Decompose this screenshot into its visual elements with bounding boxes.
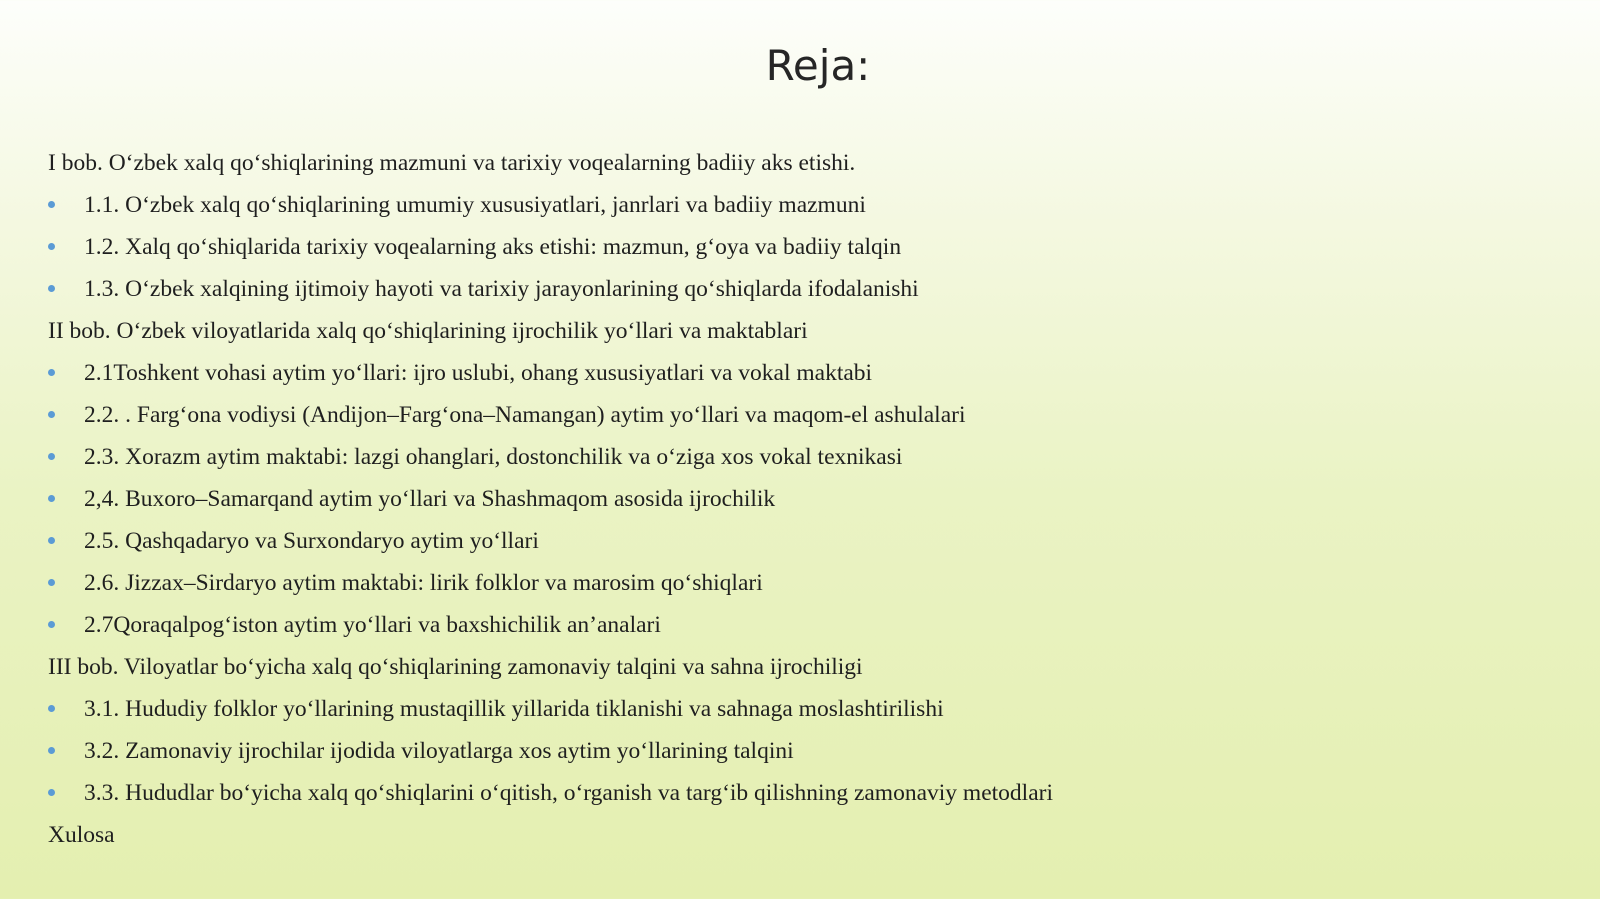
line-text: 2.5. Qashqadaryo va Surxondaryo aytim yo‘llari xyxy=(84,528,539,554)
line-text: I bob. O‘zbek xalq qo‘shiqlarining mazmuni va tarixiy voqealarning badiiy aks etishi. xyxy=(48,150,856,176)
conclusion-heading xyxy=(48,814,1548,856)
chapter-heading xyxy=(48,646,1548,688)
line-text: 2.2. . Farg‘ona vodiysi (Andijon–Farg‘ona–Namangan) aytim yo‘llari va maqom-el ashulalari xyxy=(84,402,966,428)
bullet-icon xyxy=(48,621,55,628)
bullet-icon xyxy=(48,579,55,586)
list-item xyxy=(48,520,1548,562)
line-text: 2.6. Jizzax–Sirdaryo aytim maktabi: lirik folklor va marosim qo‘shiqlari xyxy=(84,570,763,596)
line-text: 1.3. O‘zbek xalqining ijtimoiy hayoti va tarixiy jarayonlarining qo‘shiqlarda ifodalanishi xyxy=(84,276,919,302)
bullet-icon xyxy=(48,201,55,208)
line-text: 2.3. Xorazm aytim maktabi: lazgi ohanglari, dostonchilik va o‘ziga xos vokal texnikasi xyxy=(84,444,903,470)
bullet-icon xyxy=(48,789,55,796)
line-text: II bob. O‘zbek viloyatlarida xalq qo‘shiqlarining ijrochilik yo‘llari va maktablari xyxy=(48,318,808,344)
list-item xyxy=(48,184,1548,226)
chapter-heading xyxy=(48,310,1548,352)
line-text: 2,4. Buxoro–Samarqand aytim yo‘llari va Shashmaqom asosida ijrochilik xyxy=(84,486,776,512)
line-text: 3.3. Hududlar bo‘yicha xalq qo‘shiqlarini o‘qitish, o‘rganish va targ‘ib qilishning zamonaviy metodlari xyxy=(84,780,1053,806)
chapter-heading xyxy=(48,142,1548,184)
bullet-icon xyxy=(48,537,55,544)
list-item xyxy=(48,478,1548,520)
line-text: 1.2. Xalq qo‘shiqlarida tarixiy voqealarning aks etishi: mazmun, g‘oya va badiiy talqin xyxy=(84,234,902,260)
list-item xyxy=(48,352,1548,394)
list-item xyxy=(48,268,1548,310)
outline-list xyxy=(48,142,1548,856)
list-item xyxy=(48,688,1548,730)
line-text: 2.7Qoraqalpog‘iston aytim yo‘llari va baxshichilik an’analari xyxy=(84,612,661,638)
list-item xyxy=(48,394,1548,436)
line-text: 1.1. O‘zbek xalq qo‘shiqlarining umumiy xususiyatlari, janrlari va badiiy mazmuni xyxy=(84,192,866,218)
bullet-icon xyxy=(48,747,55,754)
bullet-icon xyxy=(48,411,55,418)
bullet-icon xyxy=(48,369,55,376)
bullet-icon xyxy=(48,495,55,502)
bullet-icon xyxy=(48,705,55,712)
bullet-icon xyxy=(48,453,55,460)
line-text: 2.1Toshkent vohasi aytim yo‘llari: ijro uslubi, ohang xususiyatlari va vokal maktabi xyxy=(84,360,873,386)
bullet-icon xyxy=(48,285,55,292)
list-item xyxy=(48,562,1548,604)
line-text: Xulosa xyxy=(48,822,115,848)
line-text: III bob. Viloyatlar bo‘yicha xalq qo‘shiqlarining zamonaviy talqini va sahna ijrochiligi xyxy=(48,654,863,680)
list-item xyxy=(48,436,1548,478)
list-item xyxy=(48,226,1548,268)
line-text: 3.2. Zamonaviy ijrochilar ijodida viloyatlarga xos aytim yo‘llarining talqini xyxy=(84,738,794,764)
list-item xyxy=(48,772,1548,814)
slide-title: Reja: xyxy=(765,41,871,90)
list-item xyxy=(48,604,1548,646)
line-text: 3.1. Hududiy folklor yo‘llarining mustaqillik yillarida tiklanishi va sahnaga moslashtirilishi xyxy=(84,696,944,722)
bullet-icon xyxy=(48,243,55,250)
list-item xyxy=(48,730,1548,772)
